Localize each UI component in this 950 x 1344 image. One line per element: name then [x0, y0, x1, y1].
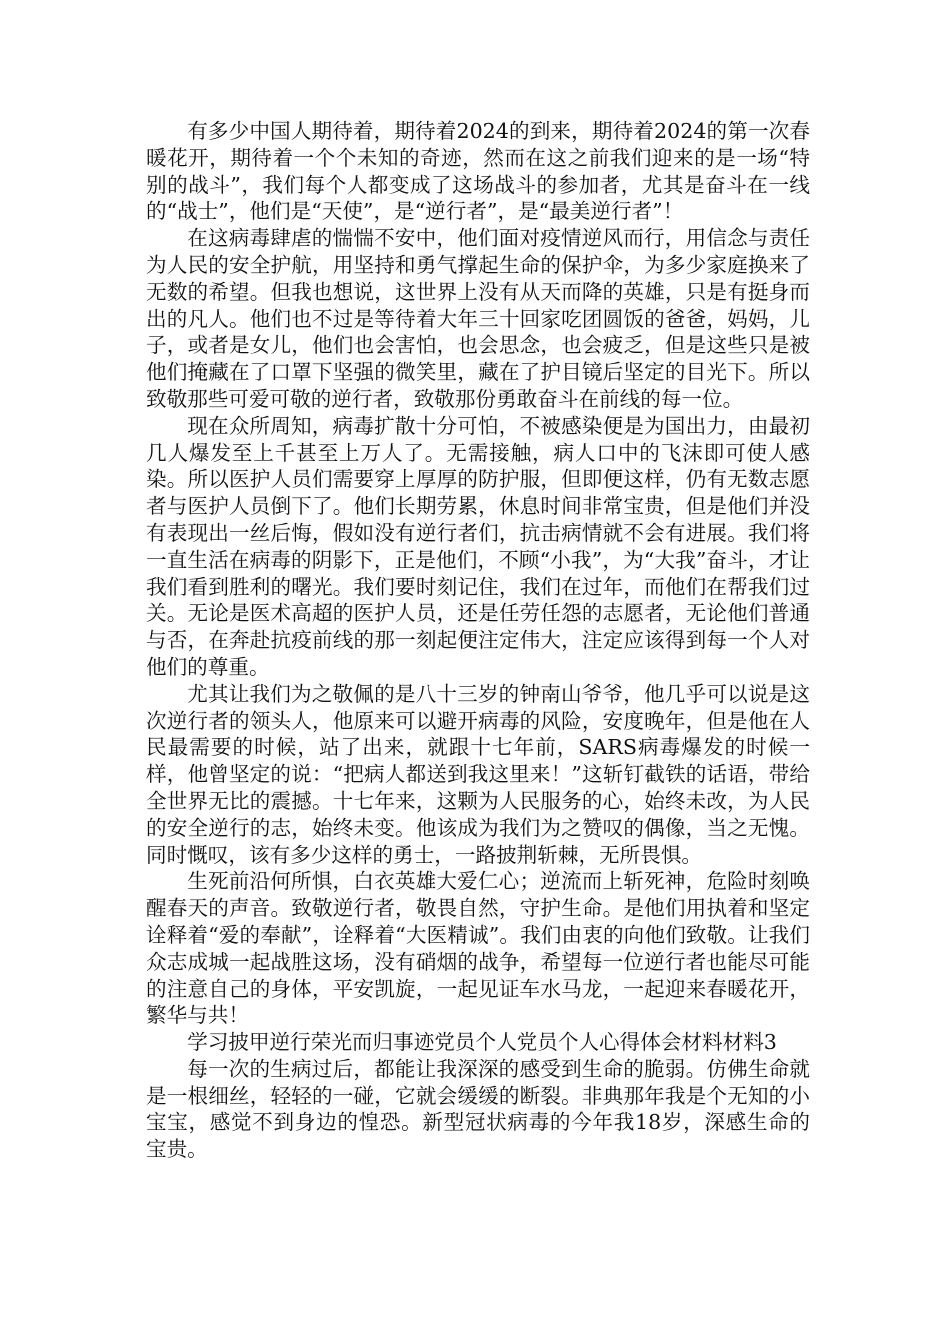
paragraph-6: 每一次的生病过后，都能让我深深的感受到生命的脆弱。仿佛生命就是一根细丝，轻轻的一碰，它就会缓缓的断裂。非典那年我是个无知的小宝宝，感觉不到身边的惶恐。新型冠状病毒的今年我18岁，深感生命的宝贵。	[146, 1056, 810, 1162]
document-body	[146, 118, 810, 1163]
section-heading: 学习披甲逆行荣光而归事迹党员个人党员个人心得体会材料材料3	[187, 1030, 777, 1055]
paragraph-3: 现在众所周知，病毒扩散十分可怕，不被感染便是为国出力，由最初几人爆发至上千甚至上万人了。无需接触，病人口中的飞沫即可使人感染。所以医护人员们需要穿上厚厚的防护服，但即便这样，仍有无数志愿者与医护人员倒下了。他们长期劳累，休息时间非常宝贵，但是他们并没有表现出一丝后悔，假如没有逆行者们，抗击病情就不会有进展。我们将一直生活在病毒的阴影下，正是他们，不顾“小我”，为“大我”奋斗，才让我们看到胜利的曙光。我们要时刻记住，我们在过年，而他们在帮我们过关。无论是医术高超的医护人员，还是任劳任怨的志愿者，无论他们普通与否，在奔赴抗疫前线的那一刻起便注定伟大，注定应该得到每一个人对他们的尊重。	[146, 413, 810, 679]
paragraph-4: 尤其让我们为之敬佩的是八十三岁的钟南山爷爷，他几乎可以说是这次逆行者的领头人，他原来可以避开病毒的风险，安度晚年，但是他在人民最需要的时候，站了出来，就跟十七年前，SARS病毒爆发的时候一样，他曾坚定的说：“把病人都送到我这里来！”这斩钉截铁的话语，带给全世界无比的震撼。十七年来，这颗为人民服务的心，始终未改，为人民的安全逆行的志，始终未变。他该成为我们为之赞叹的偶像，当之无愧。同时慨叹，该有多少这样的勇士，一路披荆斩棘，无所畏惧。	[146, 681, 810, 867]
paragraph-5: 生死前沿何所惧，白衣英雄大爱仁心；逆流而上斩死神，危险时刻唤醒春天的声音。致敬逆行者，敬畏自然，守护生命。是他们用执着和坚定诠释着“爱的奉献”，诠释着“大医精诚”。我们由衷的向他们致敬。让我们众志成城一起战胜这场，没有硝烟的战争，希望每一位逆行者也能尽可能的注意自己的身体，平安凯旋，一起见证车水马龙，一起迎来春暖花开，繁华与共！	[146, 869, 810, 1028]
paragraph-2: 在这病毒肆虐的惴惴不安中，他们面对疫情逆风而行，用信念与责任为人民的安全护航，用坚持和勇气撑起生命的保护伞，为多少家庭换来了无数的希望。但我也想说，这世界上没有从天而降的英雄，只是有挺身而出的凡人。他们也不过是等待着大年三十回家吃团圆饭的爸爸，妈妈，儿子，或者是女儿，他们也会害怕，也会思念，也会疲乏，但是这些只是被他们掩藏在了口罩下坚强的微笑里，藏在了护目镜后坚定的目光下。所以致敬那些可爱可敬的逆行者，致敬那份勇敢奋斗在前线的每一位。	[146, 226, 810, 411]
paragraph-1: 有多少中国人期待着，期待着2024的到来，期待着2024的第一次春暖花开，期待着一个个未知的奇迹，然而在这之前我们迎来的是一场“特别的战斗”，我们每个人都变成了这场战斗的参加者，尤其是奋斗在一线的“战士”，他们是“天使”，是“逆行者”，是“最美逆行者”！	[146, 119, 810, 224]
